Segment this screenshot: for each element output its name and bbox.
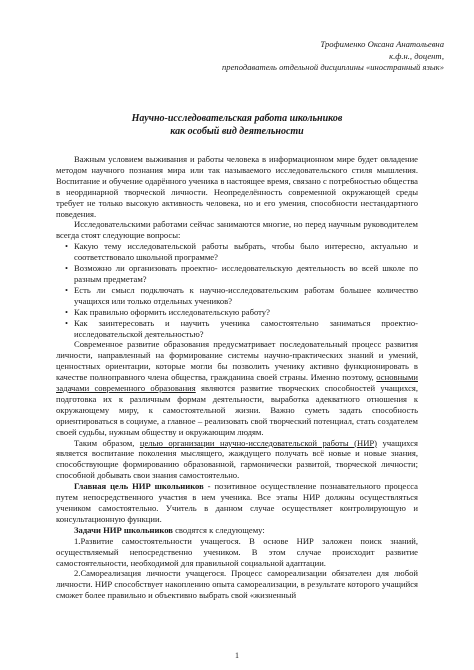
paragraph-3-text-b: являются развитие творческих способностей учащихся, подготовка их к различным формам деятельности, выработка адекватного отношения к окружающему миру, к самостоятельной жизни. Важно суметь задать способность ориентироваться в социуме, а главное – реализовать свой творческий потенциал, стать создателем своей судьбы, нужным обществу и окружающим людям. (56, 383, 418, 437)
paragraph-4-text-b: учащихся является воспитание поколения мыслящего, жаждущего получать всё новые и новые знания, способствующие формированию образованной, гармонически развитой, творческой личности; способной добывать свои знания самостоятельно. (56, 437, 418, 481)
paragraph-3-underlined: основными задачами современного образования (56, 372, 418, 394)
paragraph-1: Важным условием выживания и работы человека в информационном мире будет овладение методом научного познания мира или так называемого исследовательского стиля мышления. Воспитание и обучение одарённого ученика в настоящее время, связано с потребностью общества в неординарной творческой личности. Неопределённость современной окружающей среды требует не только высокую активность человека, но и его умения, способности нестандартного поведения. (56, 154, 418, 219)
bullet-item-2: • Возможно ли организовать проектно- исследовательскую деятельность во всей школе по разным предметам? (56, 263, 418, 285)
author-name: Трофименко Оксана Анатольевна (320, 39, 444, 49)
bullet-item-3: • Есть ли смысл подключать к научно-исследовательским работам большее количество учащихся или только отдельных учеников? (56, 285, 418, 307)
paragraph-4 (56, 438, 418, 482)
page-number: 1 (235, 651, 239, 660)
paragraph-7: 1.Развитие самостоятельности учащегося. В основе НИР заложен поиск знаний, осуществляемый непосредственно учеником. В этом случае происходит развитие самостоятельности, необходимой для правильной социальной адаптации. (56, 535, 418, 568)
paragraph-4-text-a: Таким образом, (74, 437, 140, 448)
author-degree: к.ф.н., доцент, (389, 50, 444, 61)
bullet-item-4: • Как правильно оформить исследовательскую работу? (56, 307, 418, 318)
paragraph-3 (56, 339, 418, 437)
paragraph-2: Исследовательскими работами сейчас занимаются многие, но перед научным руководителем всегда стоят следующие вопросы: (56, 219, 418, 241)
paragraph-6 (56, 525, 418, 536)
title-line-2: как особый вид деятельности (170, 125, 304, 137)
paragraph-6-bold: Задачи НИР школьников (74, 524, 173, 535)
title-line-1: Научно-исследовательская работа школьников (131, 113, 343, 124)
author-position: преподаватель отдельной дисциплины «иностранный язык» (221, 62, 444, 72)
author-block (222, 39, 444, 74)
paragraph-4-underlined: целью организации научно-исследовательской работы (НИР) (139, 437, 378, 448)
paragraph-6-text: сводятся к следующему: (172, 524, 265, 535)
bullet-item-5: • Как заинтересовать и научить ученика самостоятельно заниматься проектно-исследовательской деятельностью? (56, 318, 418, 340)
paragraph-5 (56, 481, 418, 525)
paragraph-5-bold: Главная цель НИР школьников (74, 481, 204, 492)
paragraph-8: 2.Самореализация личности учащегося. Процесс самореализации обязателен для любой личности. НИР способствует накоплению опыта самореализации, в результате которого учащийся сможет более правильно и объективно выбрать свой «жизненный (56, 568, 418, 601)
document-body (56, 154, 418, 601)
paragraph-5-text: - позитивное осуществление познавательного процесса путем непосредственного участия в нем ученика. Все этапы НИР должны осуществляться учеником самостоятельно. Учитель в данном случае осуществляет контролирующую и консультационную функции. (56, 481, 418, 524)
paragraph-3-text-a: Современное развитие образования предусматривает последовательный процесс развития личности, направленный на формирование системы научно-практических знаний и умений, ценностных ориентации, которые могли бы позволить ученику активно функционировать в качестве полноправного члена общества, гражданина своей страны. Именно поэтому, (56, 339, 418, 383)
document-title (0, 113, 474, 138)
bullet-item-1: • Какую тему исследовательской работы выбрать, чтобы было интересно, актуально и соответствовало школьной программе? (56, 241, 418, 263)
